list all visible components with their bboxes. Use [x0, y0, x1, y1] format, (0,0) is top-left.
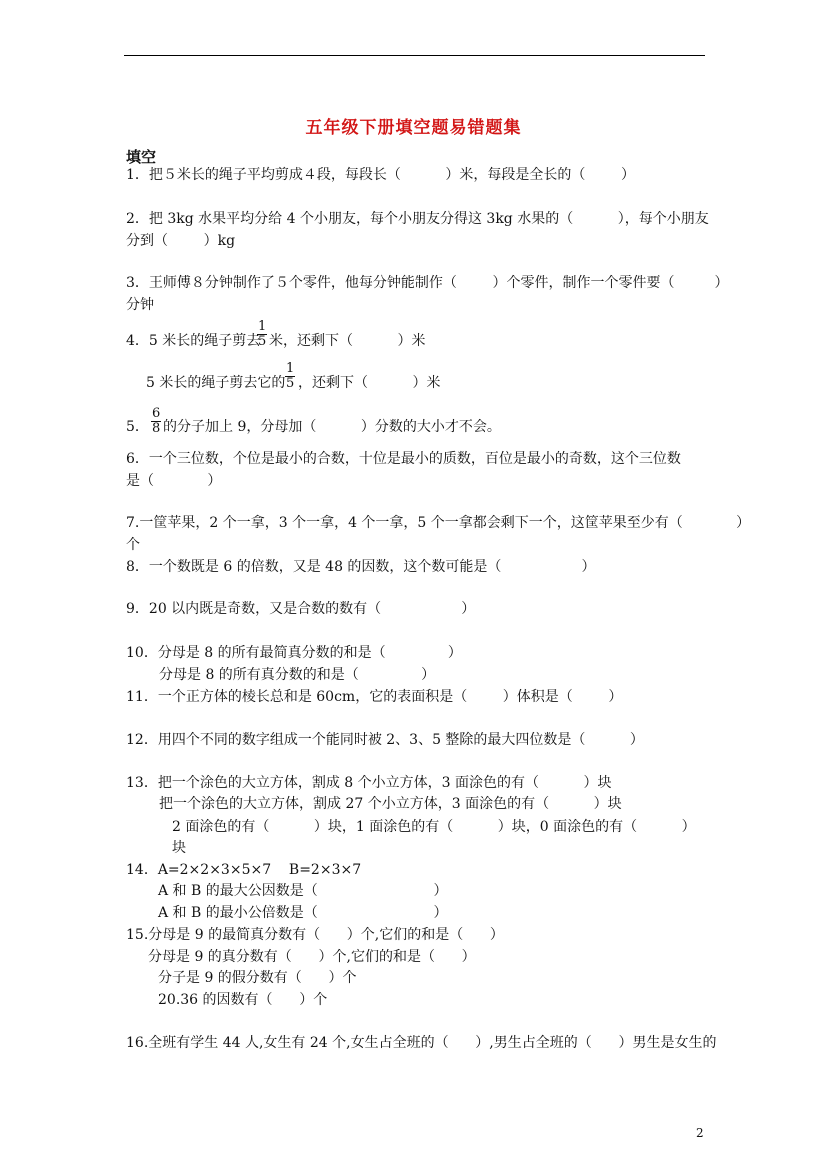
question-2-line-2: 分到（ ）kg [126, 233, 236, 249]
question-16: 16.全班有学生 44 人,女生有 24 个,女生占全班的（ ）,男生占全班的（ ）男生是女生的 [126, 1035, 717, 1051]
question-14-line-3: A 和 B 的最小公倍数是（ ） [158, 905, 448, 921]
header-rule [124, 55, 705, 56]
fraction-denominator: 5 [258, 334, 267, 349]
question-14-line-2: A 和 B 的最大公因数是（ ） [158, 883, 448, 899]
question-15-line-3: 分子是 9 的假分数有（ ）个 [158, 970, 357, 986]
question-4b-prefix: 5 米长的绳子剪去它的 [146, 375, 286, 391]
question-7-line-2: 个 [126, 537, 140, 553]
question-9: 9．20 以内既是奇数，又是合数的数有（ ） [126, 601, 476, 617]
question-5-prefix: 5． [126, 419, 149, 435]
question-15-line-4: 20.36 的因数有（ ）个 [158, 992, 328, 1008]
question-10-line-2: 分母是 8 的所有真分数的和是（ ） [159, 667, 436, 683]
question-7-line-1: 7.一筐苹果，2 个一拿，3 个一拿，4 个一拿，5 个一拿都会剩下一个，这筐苹果至少有（ ） [126, 515, 751, 531]
question-15-line-1: 15.分母是 9 的最简真分数有（ ）个,它们的和是（ ） [126, 927, 504, 943]
fraction-numerator: 6 [152, 406, 161, 421]
question-15-line-2: 分母是 9 的真分数有（ ）个,它们的和是（ ） [148, 949, 476, 965]
question-3-line-2: 分钟 [126, 297, 154, 313]
question-10-line-1: 10．分母是 8 的所有最简真分数的和是（ ） [126, 645, 462, 661]
question-13-line-2: 把一个涂色的大立方体，割成 27 个小立方体，3 面涂色的有（ ）块 [159, 796, 622, 812]
page-number: 2 [696, 1126, 704, 1140]
question-13-line-1: 13．把一个涂色的大立方体，割成 8 个小立方体，3 面涂色的有（ ）块 [126, 775, 612, 791]
question-6-line-2: 是（ ） [126, 473, 222, 489]
question-12: 12．用四个不同的数字组成一个能同时被 2、3、5 整除的最大四位数是（ ） [126, 732, 644, 748]
fraction-numerator: 1 [286, 361, 295, 376]
fraction-denominator: 8 [152, 421, 161, 436]
question-1: 1．把５米长的绳子平均剪成４段，每段长（ ）米，每段是全长的（ ） [126, 167, 636, 183]
question-6-line-1: 6．一个三位数，个位是最小的合数，十位是最小的质数，百位是最小的奇数，这个三位数 [126, 451, 681, 467]
question-2-line-1: 2．把 3kg 水果平均分给 4 个小朋友，每个小朋友分得这 3kg 水果的（ ），每个小朋友 [126, 211, 709, 227]
question-14-line-1: 14．A=2×2×3×5×7 B=2×3×7 [126, 862, 362, 878]
question-3-line-1: 3．王师傅８分钟制作了５个零件，他每分钟能制作（ ）个零件，制作一个零件要（ ） [126, 275, 729, 291]
question-4b-fraction [285, 362, 295, 391]
question-8: 8．一个数既是 6 的倍数，又是 48 的因数，这个数可能是（ ） [126, 559, 596, 575]
fraction-denominator: 5 [286, 376, 295, 391]
question-4a-prefix: 4．5 米长的绳子剪去 [126, 333, 261, 349]
question-4b-suffix: ，还剩下（ ）米 [298, 375, 441, 391]
section-heading: 填空 [126, 148, 157, 166]
question-5-suffix: 的分子加上 9，分母加（ ）分数的大小才不会。 [163, 419, 501, 435]
question-4a-fraction [257, 320, 267, 349]
fraction-numerator: 1 [258, 319, 267, 334]
question-5-fraction [151, 407, 161, 436]
question-13-line-4: 块 [172, 840, 186, 856]
question-11: 11．一个正方体的棱长总和是 60cm，它的表面积是（ ）体积是（ ） [126, 689, 623, 705]
question-13-line-3: 2 面涂色的有（ ）块，1 面涂色的有（ ）块，0 面涂色的有（ ） [172, 819, 696, 835]
question-4a-suffix: 米，还剩下（ ）米 [269, 333, 426, 349]
page-title: 五年级下册填空题易错题集 [305, 118, 522, 138]
